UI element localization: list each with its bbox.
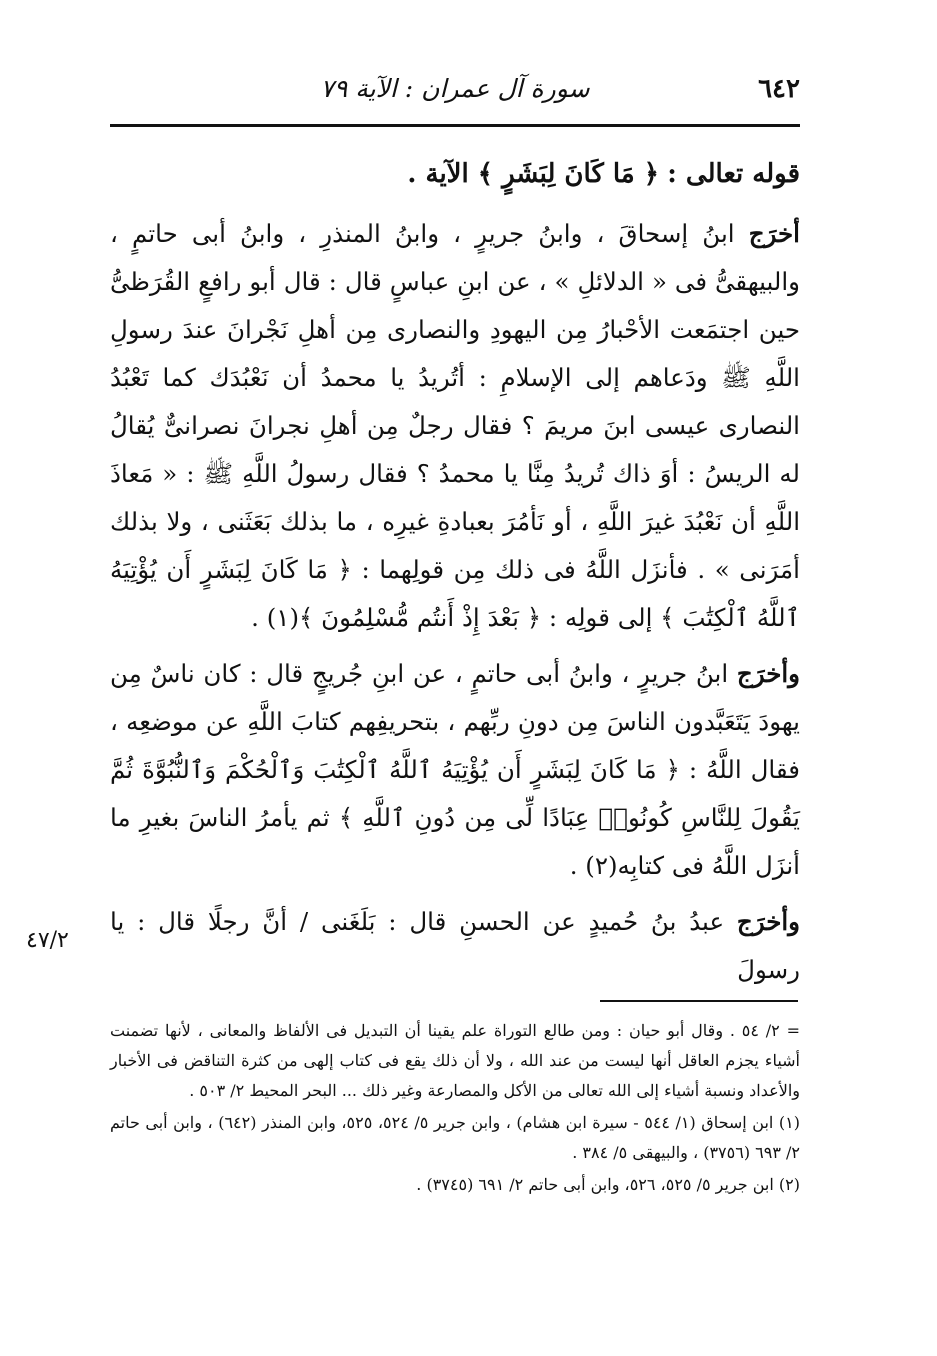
paragraph-text: عبدُ بنُ حُميدٍ عن الحسنِ قال : بَلَغَنى / أنَّ رجلًا قال : يا رسولَ (110, 907, 800, 984)
paragraph-text: ابنُ جريرٍ ، وابنُ أبى حاتمٍ ، عن ابنِ جُريجٍ قال : كان ناسٌ مِن يهودَ يَتَعَبَّدون الناسَ مِن دونِ ربِّهم ، بتحريفِهم كتابَ اللَّهِ عن موضعِه ، فقال اللَّهُ : ﴿ مَا كَانَ لِبَشَرٍ أَن يُؤْتِيَهُ ٱللَّهُ ٱلْكِتَٰبَ وَٱلْحُكْمَ وَٱلنُّبُوَّةَ ثُمَّ يَقُولَ لِلنَّاسِ كُونُوا۟ عِبَادًا لِّى مِن دُونِ ٱللَّهِ ﴾ ثم يأمرُ الناسَ بغيرِ ما أنزَل اللَّهُ فى كتابِه(٢) . (110, 659, 800, 880)
footnote-1: (١) ابن إسحاق (١/ ٥٤٤ - سيرة ابن هشام) ، وابن جرير ٥/ ٥٢٤، ٥٢٥، وابن المنذر (٦٤٢) ، وابن أبى حاتم ٢/ ٦٩٣ (٣٧٥٦) ، والبيهقى ٥/ ٣٨٤ . (110, 1113, 800, 1162)
running-title: سورة آل عمران : الآية ٧٩ (320, 74, 590, 103)
heading-verse: ﴿ مَا كَانَ لِبَشَرٍ ﴾ الآية . (407, 159, 660, 189)
paragraph-lead: وأخرَج (736, 907, 800, 936)
narration-paragraph-3 (110, 898, 800, 994)
page-header (110, 66, 800, 114)
footnote-continuation: = ٢/ ٥٤ . وقال أبو حيان : ومن طالع التوراة علم يقينا أن التبديل فى الألفاظ والمعانى ، لأنها تضمنت أشياء يجزم العاقل أنها ليست من عند الله ، ولا أن ذلك يقع فى كتاب إلهى من كثرة التناقض فى الأخبار والأعداد ونسبة أشياء إلى الله تعالى من الأكل والمصارعة وغير ذلك ... البحر المحيط ٢/ ٥٠٣ . (110, 1021, 800, 1100)
main-text (110, 150, 800, 1002)
page-number: ٦٤٢ (758, 74, 800, 104)
footnote-2: (٢) ابن جرير ٥/ ٥٢٥، ٥٢٦، وابن أبى حاتم ٢/ ٦٩١ (٣٧٤٥) . (416, 1175, 800, 1194)
margin-volume-page-marker: ٤٧/٢ (26, 928, 69, 953)
header-divider (110, 124, 800, 127)
footnotes (110, 1016, 800, 1202)
heading-lead: قوله تعالى : (667, 159, 800, 189)
narration-paragraph-1 (110, 210, 800, 642)
paragraph-lead: وأخرَج (736, 659, 800, 688)
footnote-divider (600, 1000, 798, 1002)
narration-paragraph-2 (110, 650, 800, 890)
paragraph-lead: أخرَج (748, 219, 800, 248)
verse-heading (110, 150, 800, 198)
paragraph-text: ابنُ إسحاقَ ، وابنُ جريرٍ ، وابنُ المنذرِ ، وابنُ أبى حاتمٍ ، والبيهقىُّ فى « الدلائلِ » ، عن ابنِ عباسٍ قال : قال أبو رافعٍ القُرَظىُّ حين اجتمَعت الأحْبارُ مِن اليهودِ والنصارى مِن أهلِ نَجْرانَ عندَ رسولِ اللَّهِ ﷺ ودَعاهم إلى الإسلامِ : أتُريدُ يا محمدُ أن نَعْبُدَك كما تَعْبُدُ النصارى عيسى ابنَ مريمَ ؟ فقال رجلٌ مِن أهلِ نجرانَ نصرانىٌّ يُقالُ له الريسُ : أوَ ذاك تُريدُ مِنَّا يا محمدُ ؟ فقال رسولُ اللَّهِ ﷺ : « مَعاذَ اللَّهِ أن نَعْبُدَ غيرَ اللَّهِ ، أو نَأمُرَ بعبادةِ غيرِه ، ما بذلك بَعَثَنى ، ولا بذلك أمَرَنى » . فأنزَل اللَّهُ فى ذلك مِن قولِهما : ﴿ مَا كَانَ لِبَشَرٍ أَن يُؤْتِيَهُ ٱللَّهُ ٱلْكِتَٰبَ ﴾ إلى قولِه : ﴿ بَعْدَ إِذْ أَنتُم مُّسْلِمُونَ ﴾(١) . (110, 219, 800, 632)
